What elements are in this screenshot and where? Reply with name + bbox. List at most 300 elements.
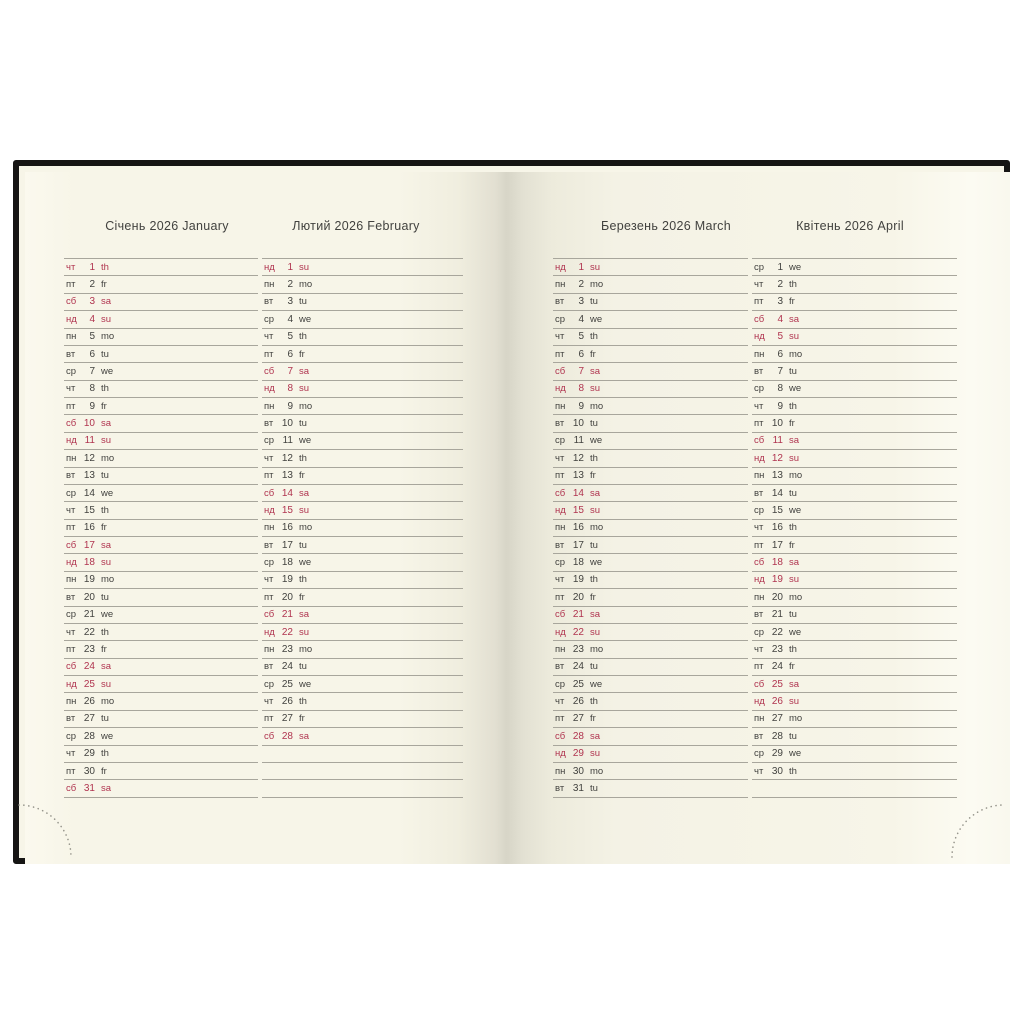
- day-abbr-en: su: [590, 748, 601, 760]
- day-abbr-ua: пт: [66, 279, 76, 291]
- day-row: [262, 311, 463, 328]
- day-abbr-ua: ср: [66, 365, 77, 377]
- day-number: 5: [777, 331, 783, 343]
- day-number: 17: [572, 539, 584, 551]
- day-abbr-ua: пт: [66, 522, 76, 534]
- day-abbr-en: fr: [101, 279, 107, 291]
- day-abbr-en: su: [789, 452, 800, 464]
- day-row: [752, 711, 957, 728]
- day-abbr-ua: чт: [555, 452, 565, 464]
- day-number: 13: [83, 470, 95, 482]
- day-number: 3: [89, 296, 95, 308]
- day-row: [752, 381, 957, 398]
- day-abbr-en: we: [789, 504, 802, 516]
- day-abbr-ua: нд: [264, 261, 275, 273]
- day-row: [64, 381, 258, 398]
- day-abbr-en: su: [101, 678, 112, 690]
- day-number: 26: [83, 696, 95, 708]
- day-row: [64, 259, 258, 276]
- day-row: [64, 329, 258, 346]
- day-abbr-en: mo: [101, 696, 115, 708]
- day-row: [752, 433, 957, 450]
- day-abbr-ua: чт: [264, 452, 274, 464]
- day-number: 16: [83, 522, 95, 534]
- day-abbr-ua: сб: [555, 730, 566, 742]
- day-row: [64, 589, 258, 606]
- day-abbr-ua: вт: [555, 296, 565, 308]
- empty-ruled-row: [262, 763, 463, 780]
- day-row: [64, 693, 258, 710]
- day-number: 28: [83, 730, 95, 742]
- day-abbr-en: th: [101, 748, 109, 760]
- day-number: 27: [771, 713, 783, 725]
- day-abbr-en: tu: [101, 591, 109, 603]
- day-abbr-ua: нд: [264, 504, 275, 516]
- day-row: [64, 294, 258, 311]
- day-number: 15: [771, 504, 783, 516]
- day-abbr-ua: чт: [264, 696, 274, 708]
- day-row: [262, 259, 463, 276]
- day-abbr-ua: вт: [66, 470, 76, 482]
- day-abbr-ua: нд: [264, 383, 275, 395]
- day-row: [262, 659, 463, 676]
- day-abbr-en: fr: [789, 418, 795, 430]
- day-row: [752, 502, 957, 519]
- day-row: [553, 259, 748, 276]
- day-abbr-ua: вт: [555, 539, 565, 551]
- day-abbr-en: we: [789, 383, 802, 395]
- day-row: [752, 659, 957, 676]
- day-abbr-en: sa: [590, 365, 601, 377]
- day-abbr-en: fr: [299, 591, 305, 603]
- day-abbr-ua: пн: [66, 574, 77, 586]
- day-number: 7: [578, 365, 584, 377]
- day-abbr-en: fr: [299, 348, 305, 360]
- day-abbr-en: th: [101, 504, 109, 516]
- day-abbr-en: mo: [789, 713, 803, 725]
- day-number: 10: [83, 418, 95, 430]
- day-abbr-ua: нд: [66, 313, 77, 325]
- day-number: 1: [777, 261, 783, 273]
- day-abbr-ua: сб: [66, 539, 77, 551]
- day-abbr-en: tu: [299, 661, 307, 673]
- day-number: 8: [287, 383, 293, 395]
- day-row: [553, 711, 748, 728]
- day-abbr-ua: пн: [66, 696, 77, 708]
- day-abbr-ua: ср: [66, 609, 77, 621]
- day-number: 28: [281, 730, 293, 742]
- day-number: 9: [89, 400, 95, 412]
- day-row: [262, 346, 463, 363]
- day-abbr-ua: нд: [754, 574, 765, 586]
- day-abbr-ua: ср: [555, 557, 566, 569]
- day-number: 26: [281, 696, 293, 708]
- day-abbr-en: th: [590, 331, 598, 343]
- day-abbr-ua: пн: [555, 400, 566, 412]
- day-number: 25: [572, 678, 584, 690]
- day-row: [752, 589, 957, 606]
- day-row: [64, 711, 258, 728]
- day-abbr-ua: нд: [754, 452, 765, 464]
- day-number: 12: [771, 452, 783, 464]
- day-row: [64, 433, 258, 450]
- day-abbr-en: we: [101, 487, 114, 499]
- day-abbr-ua: пн: [754, 591, 765, 603]
- day-number: 21: [281, 609, 293, 621]
- day-abbr-en: mo: [299, 400, 313, 412]
- day-abbr-ua: пн: [264, 279, 275, 291]
- day-abbr-en: we: [101, 365, 114, 377]
- day-abbr-ua: пт: [555, 591, 565, 603]
- day-abbr-en: we: [299, 678, 312, 690]
- day-abbr-en: tu: [590, 418, 598, 430]
- day-abbr-en: mo: [299, 643, 313, 655]
- day-abbr-en: su: [299, 383, 310, 395]
- day-abbr-en: mo: [789, 348, 803, 360]
- day-abbr-ua: пт: [264, 713, 274, 725]
- day-number: 11: [772, 435, 783, 447]
- day-row: [64, 363, 258, 380]
- day-abbr-ua: пн: [555, 765, 566, 777]
- day-abbr-en: mo: [590, 522, 604, 534]
- day-abbr-en: fr: [590, 713, 596, 725]
- day-number: 18: [771, 557, 783, 569]
- day-abbr-ua: вт: [754, 609, 764, 621]
- day-abbr-en: we: [101, 730, 114, 742]
- day-abbr-en: tu: [789, 730, 797, 742]
- day-row: [752, 728, 957, 745]
- day-number: 14: [281, 487, 293, 499]
- day-abbr-ua: вт: [555, 661, 565, 673]
- day-abbr-ua: чт: [555, 331, 565, 343]
- day-number: 17: [771, 539, 783, 551]
- day-abbr-ua: чт: [66, 261, 76, 273]
- day-abbr-en: we: [590, 678, 603, 690]
- day-row: [752, 276, 957, 293]
- day-number: 12: [83, 452, 95, 464]
- day-number: 14: [771, 487, 783, 499]
- day-row: [752, 294, 957, 311]
- day-abbr-ua: чт: [66, 504, 76, 516]
- day-row: [553, 346, 748, 363]
- day-abbr-en: th: [590, 574, 598, 586]
- month-header-february: Лютий 2026 February: [292, 219, 420, 233]
- day-abbr-en: sa: [299, 609, 310, 621]
- day-row: [262, 450, 463, 467]
- day-abbr-en: su: [101, 435, 112, 447]
- day-abbr-en: sa: [789, 313, 800, 325]
- day-row: [262, 363, 463, 380]
- day-row: [64, 311, 258, 328]
- day-abbr-en: th: [299, 696, 307, 708]
- day-number: 7: [777, 365, 783, 377]
- day-number: 11: [84, 435, 95, 447]
- day-number: 21: [572, 609, 584, 621]
- day-number: 1: [287, 261, 293, 273]
- day-abbr-en: su: [590, 504, 601, 516]
- day-number: 24: [83, 661, 95, 673]
- day-abbr-en: fr: [590, 470, 596, 482]
- day-row: [262, 381, 463, 398]
- day-abbr-ua: чт: [264, 331, 274, 343]
- day-abbr-ua: сб: [754, 435, 765, 447]
- day-abbr-ua: чт: [66, 383, 76, 395]
- day-row: [64, 659, 258, 676]
- day-number: 18: [83, 557, 95, 569]
- day-abbr-ua: вт: [754, 487, 764, 499]
- day-number: 20: [281, 591, 293, 603]
- day-row: [64, 641, 258, 658]
- day-row: [64, 780, 258, 797]
- day-abbr-ua: ср: [555, 313, 566, 325]
- day-number: 23: [771, 643, 783, 655]
- day-abbr-ua: вт: [264, 296, 274, 308]
- day-number: 15: [83, 504, 95, 516]
- day-abbr-ua: ср: [555, 435, 566, 447]
- day-abbr-ua: нд: [555, 383, 566, 395]
- day-row: [262, 329, 463, 346]
- day-number: 8: [777, 383, 783, 395]
- day-abbr-en: mo: [299, 522, 313, 534]
- day-number: 2: [89, 279, 95, 291]
- day-abbr-ua: сб: [66, 418, 77, 430]
- day-abbr-en: tu: [101, 713, 109, 725]
- day-abbr-en: mo: [101, 452, 115, 464]
- day-number: 13: [771, 470, 783, 482]
- day-abbr-ua: нд: [66, 678, 77, 690]
- day-abbr-ua: сб: [264, 365, 275, 377]
- day-row: [553, 311, 748, 328]
- day-abbr-ua: сб: [66, 296, 77, 308]
- day-abbr-en: mo: [299, 279, 313, 291]
- day-abbr-ua: нд: [754, 331, 765, 343]
- day-abbr-ua: вт: [264, 661, 274, 673]
- day-abbr-en: sa: [590, 487, 601, 499]
- day-abbr-en: sa: [101, 418, 112, 430]
- day-number: 27: [572, 713, 584, 725]
- day-abbr-ua: сб: [264, 609, 275, 621]
- day-number: 28: [771, 730, 783, 742]
- day-abbr-ua: пт: [555, 348, 565, 360]
- day-row: [64, 485, 258, 502]
- day-abbr-ua: нд: [555, 748, 566, 760]
- day-abbr-ua: нд: [555, 626, 566, 638]
- day-row: [752, 259, 957, 276]
- day-number: 21: [83, 609, 95, 621]
- day-number: 9: [578, 400, 584, 412]
- day-row: [752, 763, 957, 780]
- day-abbr-ua: пт: [754, 661, 764, 673]
- day-abbr-ua: пн: [555, 522, 566, 534]
- month-column-april: [752, 258, 957, 798]
- day-abbr-en: we: [299, 313, 312, 325]
- day-abbr-ua: ср: [754, 383, 765, 395]
- day-number: 30: [572, 765, 584, 777]
- day-row: [64, 572, 258, 589]
- day-row: [553, 502, 748, 519]
- day-number: 19: [281, 574, 293, 586]
- day-number: 30: [771, 765, 783, 777]
- day-row: [262, 485, 463, 502]
- day-number: 28: [572, 730, 584, 742]
- day-number: 11: [282, 435, 293, 447]
- day-abbr-en: sa: [789, 557, 800, 569]
- day-abbr-ua: вт: [264, 418, 274, 430]
- day-abbr-ua: сб: [754, 313, 765, 325]
- day-abbr-en: su: [101, 557, 112, 569]
- day-abbr-en: sa: [101, 661, 112, 673]
- day-abbr-ua: ср: [754, 261, 765, 273]
- day-abbr-en: we: [590, 313, 603, 325]
- day-abbr-en: th: [590, 696, 598, 708]
- day-abbr-en: mo: [590, 279, 604, 291]
- day-row: [752, 607, 957, 624]
- day-abbr-ua: ср: [264, 435, 275, 447]
- day-row: [262, 554, 463, 571]
- day-row: [752, 676, 957, 693]
- day-number: 4: [578, 313, 584, 325]
- day-abbr-ua: пн: [264, 522, 275, 534]
- day-abbr-ua: вт: [754, 365, 764, 377]
- day-abbr-en: we: [789, 626, 802, 638]
- day-row: [752, 363, 957, 380]
- day-row: [64, 554, 258, 571]
- day-abbr-en: th: [789, 279, 797, 291]
- day-abbr-ua: нд: [754, 696, 765, 708]
- day-abbr-ua: пт: [264, 348, 274, 360]
- day-abbr-ua: пт: [555, 713, 565, 725]
- day-row: [262, 415, 463, 432]
- day-abbr-ua: пт: [264, 470, 274, 482]
- day-row: [553, 329, 748, 346]
- day-abbr-en: sa: [299, 365, 310, 377]
- empty-ruled-row: [752, 780, 957, 797]
- day-abbr-ua: чт: [754, 400, 764, 412]
- day-row: [553, 537, 748, 554]
- day-number: 30: [83, 765, 95, 777]
- day-abbr-en: we: [590, 557, 603, 569]
- day-row: [553, 433, 748, 450]
- day-abbr-en: fr: [299, 713, 305, 725]
- day-row: [752, 693, 957, 710]
- month-header-march: Березень 2026 March: [601, 219, 731, 233]
- day-number: 3: [287, 296, 293, 308]
- day-abbr-en: th: [299, 331, 307, 343]
- day-number: 19: [83, 574, 95, 586]
- day-row: [262, 433, 463, 450]
- day-abbr-en: th: [590, 452, 598, 464]
- day-number: 19: [572, 574, 584, 586]
- day-abbr-en: we: [789, 261, 802, 273]
- day-row: [752, 485, 957, 502]
- day-number: 25: [281, 678, 293, 690]
- day-abbr-en: sa: [299, 487, 310, 499]
- day-abbr-en: fr: [590, 348, 596, 360]
- day-row: [64, 537, 258, 554]
- corner-perforation-left-icon: [18, 804, 72, 858]
- day-row: [752, 641, 957, 658]
- day-abbr-ua: пт: [754, 539, 764, 551]
- month-column-january: [64, 258, 258, 798]
- day-number: 2: [287, 279, 293, 291]
- day-number: 6: [777, 348, 783, 360]
- day-abbr-en: th: [789, 522, 797, 534]
- day-row: [262, 728, 463, 745]
- day-abbr-ua: пн: [66, 331, 77, 343]
- day-number: 8: [89, 383, 95, 395]
- day-row: [262, 641, 463, 658]
- day-abbr-en: sa: [789, 435, 800, 447]
- day-abbr-en: fr: [101, 400, 107, 412]
- day-abbr-ua: сб: [264, 487, 275, 499]
- day-number: 16: [771, 522, 783, 534]
- day-abbr-en: fr: [789, 539, 795, 551]
- day-number: 7: [287, 365, 293, 377]
- day-abbr-ua: нд: [555, 261, 566, 273]
- day-number: 4: [287, 313, 293, 325]
- day-number: 24: [771, 661, 783, 673]
- day-number: 15: [281, 504, 293, 516]
- corner-perforation-right-icon: [951, 804, 1005, 858]
- day-abbr-ua: пт: [264, 591, 274, 603]
- day-abbr-en: we: [789, 748, 802, 760]
- day-abbr-ua: ср: [66, 487, 77, 499]
- day-abbr-ua: вт: [754, 730, 764, 742]
- day-abbr-en: fr: [101, 765, 107, 777]
- day-number: 29: [83, 748, 95, 760]
- day-abbr-ua: чт: [555, 574, 565, 586]
- day-number: 20: [572, 591, 584, 603]
- day-abbr-ua: ср: [264, 678, 275, 690]
- day-abbr-ua: ср: [66, 730, 77, 742]
- day-abbr-en: su: [789, 331, 800, 343]
- day-number: 17: [83, 539, 95, 551]
- day-row: [752, 346, 957, 363]
- day-row: [752, 554, 957, 571]
- day-abbr-ua: пт: [66, 643, 76, 655]
- day-number: 5: [287, 331, 293, 343]
- day-abbr-en: sa: [299, 730, 310, 742]
- day-number: 26: [572, 696, 584, 708]
- day-row: [64, 728, 258, 745]
- day-abbr-en: tu: [590, 296, 598, 308]
- day-row: [553, 763, 748, 780]
- month-header-january: Січень 2026 January: [105, 219, 229, 233]
- day-row: [64, 415, 258, 432]
- day-row: [553, 554, 748, 571]
- day-number: 14: [572, 487, 584, 499]
- day-abbr-ua: вт: [66, 591, 76, 603]
- day-abbr-en: fr: [590, 591, 596, 603]
- day-row: [262, 520, 463, 537]
- day-abbr-ua: сб: [555, 365, 566, 377]
- day-abbr-en: su: [590, 261, 601, 273]
- day-abbr-en: tu: [789, 609, 797, 621]
- day-abbr-ua: пн: [555, 279, 566, 291]
- day-row: [752, 415, 957, 432]
- day-abbr-ua: пт: [66, 765, 76, 777]
- day-abbr-ua: пт: [66, 400, 76, 412]
- day-row: [752, 572, 957, 589]
- day-abbr-en: su: [789, 696, 800, 708]
- day-row: [553, 381, 748, 398]
- day-abbr-en: mo: [101, 574, 115, 586]
- day-row: [553, 415, 748, 432]
- day-abbr-en: we: [590, 435, 603, 447]
- day-number: 19: [771, 574, 783, 586]
- day-number: 4: [89, 313, 95, 325]
- day-abbr-ua: сб: [555, 487, 566, 499]
